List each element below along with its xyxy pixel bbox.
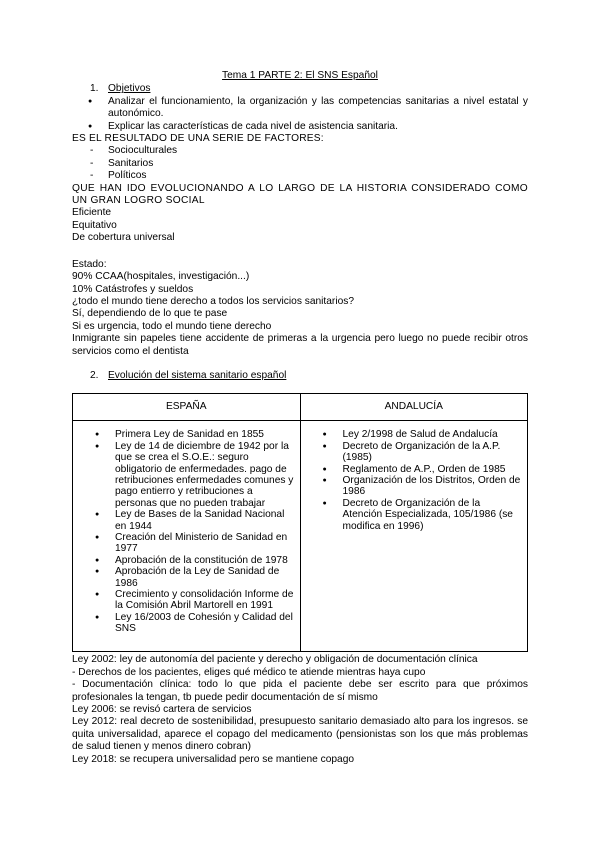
list-item: ● Analizar el funcionamiento, la organización y las competencias sanitarias a nivel estatal y autonómico. [72,96,528,121]
list-item: - Socioculturales [72,145,528,157]
factors-intro: ES EL RESULTADO DE UNA SERIE DE FACTORES: [72,133,324,145]
table-list-item: ● Organización de los Distritos, Orden de 1986 [301,475,522,498]
estado-line: 10% Catástrofes y sueldos [72,283,194,295]
laws-notes [72,654,528,766]
estado-line: Sí, dependiendo de lo que te pase [72,308,228,320]
table-header-andalucia: ANDALUCÍA [300,394,528,421]
table-list-item: ● Crecimiento y consolidación Informe de la Comisión Abril Martorell en 1991 [73,589,294,612]
evolution-statement: QUE HAN IDO EVOLUCIONANDO A LO LARGO DE LA HISTORIA CONSIDERADO COMO UN GRAN LOGRO SOCIAL [72,182,528,207]
section-2-heading [72,370,528,382]
andalucia-cell [300,421,528,652]
estado-line: ¿todo el mundo tiene derecho a todos los servicios sanitarios? [72,295,355,307]
estado-label: Estado: [72,258,107,270]
quality-item: De cobertura universal [72,232,175,244]
table-list-item: ● Aprobación de la Ley de Sanidad de 1986 [73,566,294,589]
table-list-item: ● Ley de Bases de la Sanidad Nacional en 1944 [73,509,294,532]
section-number: 2. [90,369,99,381]
law-note: Ley 2012: real decreto de sostenibilidad, presupuesto sanitario demasiado alto para los ingresos. se quita universalidad, aparece el copago del medicamento (pensionistas son los que más problemas de salud tienen y menos dinero cobran) [72,716,528,753]
estado-line: Si es urgencia, todo el mundo tiene derecho [72,320,272,332]
law-note: - Derechos de los pacientes, eliges qué médico te atiende mientras haya cupo [72,666,426,678]
list-item: ● Explicar las características de cada nivel de asistencia sanitaria. [72,121,528,133]
section-number: 1. [90,83,99,95]
table-header-espana: ESPAÑA [73,394,301,421]
table-list-item: ● Ley 2/1998 de Salud de Andalucía [301,429,522,440]
quality-item: Eficiente [72,207,112,219]
objectives-list [72,96,528,133]
table-list-item: ● Primera Ley de Sanidad en 1855 [73,429,294,440]
evolution-table [72,393,528,652]
list-item: - Políticos [72,170,528,182]
estado-line: 90% CCAA(hospitales, investigación...) [72,271,250,283]
list-item: - Sanitarios [72,158,528,170]
law-note: Ley 2002: ley de autonomía del paciente y derecho y obligación de documentación clínica [72,654,478,666]
section-1-heading [72,83,528,95]
document-title: Tema 1 PARTE 2: El SNS Español [222,70,378,81]
estado-paragraph: Inmigrante sin papeles tiene accidente de primeras a la urgencia pero luego no puede recibir otros servicios como el dentista [72,333,528,357]
table-list-item: ● Ley 16/2003 de Cohesión y Calidad del SNS [73,612,294,635]
factors-list [72,145,528,182]
document-page [72,70,528,766]
law-note: Ley 2018: se recupera universalidad pero se mantiene copago [72,753,355,765]
quality-item: Equitativo [72,219,117,231]
section-title: Evolución del sistema sanitario español [108,369,287,381]
espana-cell [73,421,301,652]
table-list-item: ● Aprobación de la constitución de 1978 [73,555,294,566]
section-title: Objetivos [108,83,151,95]
law-note: - Documentación clínica: todo lo que pida el paciente debe ser escrito para que próximos profesionales la tengan, tb puede pedir documentación de sí mismo [72,679,528,703]
law-note: Ley 2006: se revisó cartera de servicios [72,703,252,715]
table-list-item: ● Decreto de Organización de la Atención Especializada, 105/1986 (se modifica en 1996) [301,498,522,532]
table-list-item: ● Reglamento de A.P., Orden de 1985 [301,464,522,475]
table-list-item: ● Creación del Ministerio de Sanidad en 1977 [73,532,294,555]
table-list-item: ● Ley de 14 de diciembre de 1942 por la que se crea el S.O.E.: seguro obligatorio de enfermedades. pago de retribuciones enfermedades comunes y pago entierro y retribuciones a personas que no pueden trabajar [73,441,294,509]
table-list-item: ● Decreto de Organización de la A.P. (1985) [301,441,522,464]
